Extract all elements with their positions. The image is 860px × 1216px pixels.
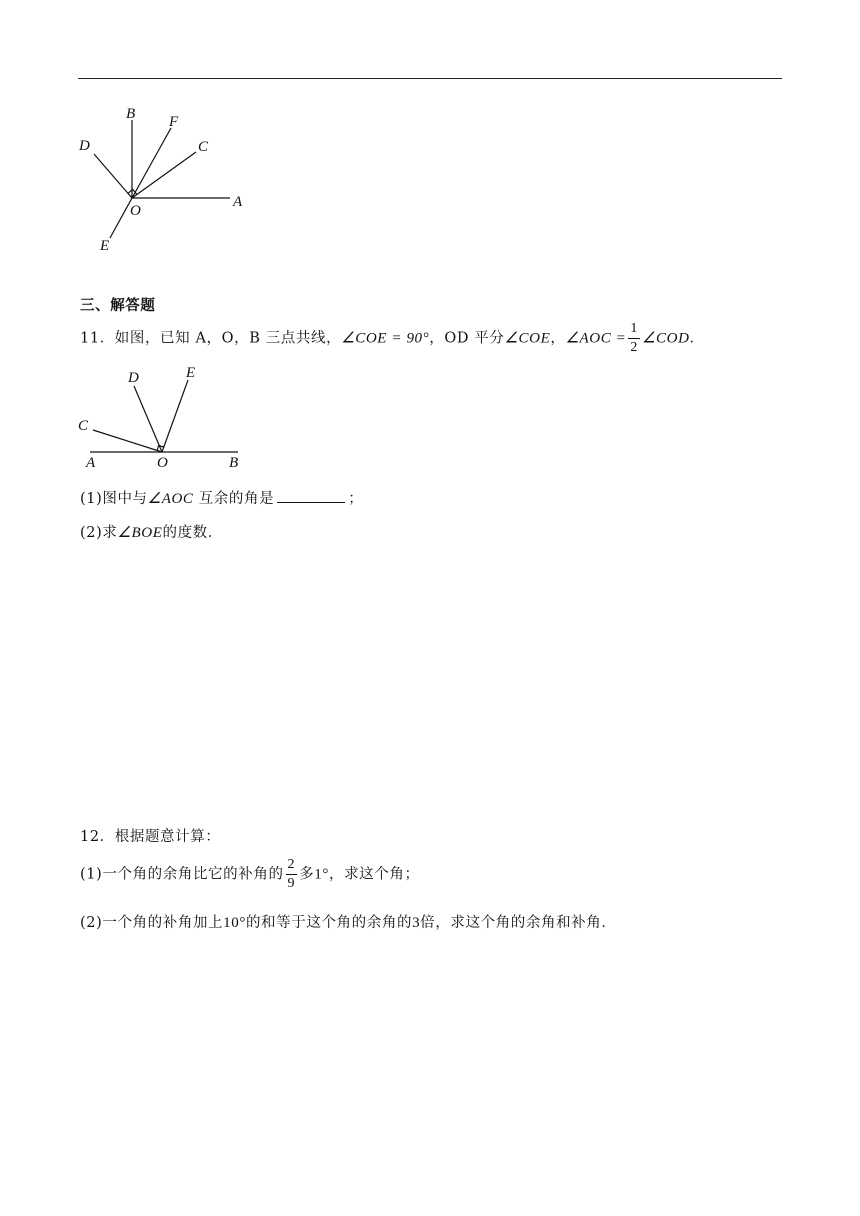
label-c: C [78, 418, 89, 434]
q12-frac-num: 2 [286, 858, 298, 875]
ray-od [134, 386, 162, 452]
q11-part1 [80, 487, 363, 508]
q12-part2-value2: 3 [412, 915, 421, 931]
label-c: C [198, 139, 209, 155]
q12-part2-prefix: (2)一个角的补角加上 [80, 915, 224, 931]
ray-od [94, 154, 132, 198]
q11-sep2: ， [550, 330, 566, 347]
q11-part1-angle: ∠AOC [147, 491, 194, 507]
q12-part2-value1: 10° [223, 915, 246, 931]
q12-part1 [80, 858, 420, 891]
figure-rays-2 [72, 360, 252, 472]
q11-cond3-left: ∠AOC = [565, 330, 627, 347]
q11-cond3-right: ∠COD [642, 330, 690, 347]
ray-of [132, 128, 171, 198]
label-a: A [86, 455, 96, 471]
header-rule [78, 78, 782, 79]
q11-intro: 11．如图，已知 A，O，B 三点共线， [80, 330, 342, 347]
ray-oc [93, 430, 162, 452]
q12-part1-mid: 多 [299, 866, 315, 883]
q11-part1-end: ； [348, 491, 364, 507]
ray-oe [162, 380, 188, 452]
q12-part2 [80, 911, 616, 932]
q11-frac-num: 1 [628, 322, 640, 339]
q11-part2-prefix: (2)求 [80, 525, 118, 541]
label-o: O [130, 203, 141, 219]
q11-statement [80, 322, 705, 355]
q11-sep1: ，OD 平分 [429, 330, 505, 347]
label-e: E [186, 365, 196, 381]
ray-oc [132, 152, 196, 198]
q11-fraction [628, 322, 640, 355]
q11-cond1: ∠COE = 90° [341, 330, 430, 347]
figure-rays-1 [70, 98, 260, 260]
label-b: B [126, 106, 136, 122]
q12-intro: 12．根据题意计算： [80, 829, 221, 845]
q12-part2-suffix: 倍，求这个角的余角和补角． [420, 915, 617, 931]
q11-part1-prefix: (1)图中与 [80, 491, 148, 507]
q11-end: ． [689, 330, 705, 347]
q12-part2-mid: 的和等于这个角的余角的 [245, 915, 413, 931]
q12-fraction [286, 858, 298, 891]
q12-part1-prefix: (1)一个角的余角比它的补角的 [80, 866, 284, 883]
q12-part1-value: 1° [314, 866, 329, 883]
q12-part1-suffix: ，求这个角； [328, 866, 420, 883]
section-title: 三、解答题 [80, 298, 156, 314]
label-a: A [233, 194, 243, 210]
q12-frac-den: 9 [287, 876, 296, 891]
q11-part2 [80, 521, 223, 542]
q11-cond2: ∠COE [504, 330, 551, 347]
q11-part2-suffix: 的度数． [162, 525, 223, 541]
answer-blank[interactable] [277, 490, 345, 503]
q11-part1-suffix: 互余的角是 [193, 491, 275, 507]
q11-part2-angle: ∠BOE [117, 525, 163, 541]
label-o: O [157, 455, 168, 471]
label-b: B [229, 455, 239, 471]
label-d: D [79, 138, 90, 154]
label-e: E [100, 238, 110, 254]
q11-frac-den: 2 [630, 340, 638, 355]
label-f: F [169, 114, 179, 130]
ray-oe [110, 198, 132, 238]
label-d: D [128, 370, 139, 386]
